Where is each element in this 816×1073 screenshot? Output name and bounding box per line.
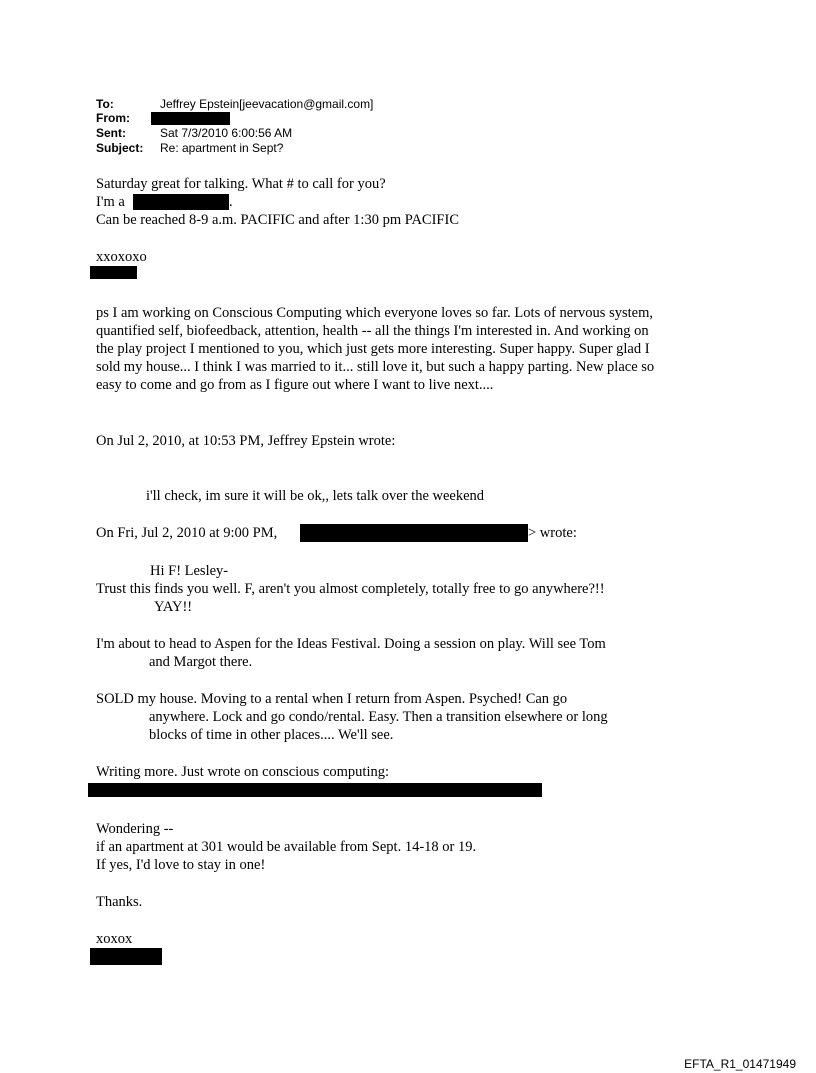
writing-line: Writing more. Just wrote on conscious computing: bbox=[96, 764, 390, 780]
redaction-phone bbox=[133, 194, 229, 210]
body-line-2-suffix: . bbox=[229, 194, 233, 210]
redaction-link bbox=[88, 783, 542, 797]
apartment-line: if an apartment at 301 would be available from Sept. 14-18 or 19. bbox=[96, 839, 477, 855]
aspen-line-1: I'm about to head to Aspen for the Ideas Festival. Doing a session on play. Will see Tom bbox=[96, 636, 606, 652]
ps-line-5: easy to come and go from as I figure out where I want to live next.... bbox=[96, 377, 494, 393]
thanks-line: Thanks. bbox=[96, 894, 143, 910]
redaction-from bbox=[151, 112, 230, 125]
body-line-2-prefix: I'm a bbox=[96, 194, 125, 210]
yay-line: YAY!! bbox=[154, 599, 193, 615]
subject-label: Subject: bbox=[96, 141, 144, 155]
aspen-line-2: and Margot there. bbox=[149, 654, 253, 670]
redaction-sender bbox=[300, 524, 528, 542]
from-label: From: bbox=[96, 111, 130, 125]
to-label: To: bbox=[96, 97, 114, 111]
trust-line: Trust this finds you well. F, aren't you almost completely, totally free to go anywhere?!! bbox=[96, 581, 605, 597]
ps-line-1: ps I am working on Conscious Computing which everyone loves so far. Lots of nervous system, bbox=[96, 305, 653, 321]
wondering-line: Wondering -- bbox=[96, 821, 174, 837]
if-yes-line: If yes, I'd love to stay in one! bbox=[96, 857, 266, 873]
body-line-3: Can be reached 8-9 a.m. PACIFIC and after 1:30 pm PACIFIC bbox=[96, 212, 459, 228]
signoff-1: xxoxoxo bbox=[96, 249, 147, 265]
sold-line-1: SOLD my house. Moving to a rental when I return from Aspen. Psyched! Can go bbox=[96, 691, 568, 707]
sent-value: Sat 7/3/2010 6:00:56 AM bbox=[160, 126, 293, 140]
sold-line-2: anywhere. Lock and go condo/rental. Easy. Then a transition elsewhere or long bbox=[149, 709, 608, 725]
redaction-signature-2 bbox=[90, 948, 162, 965]
greeting: Hi F! Lesley- bbox=[150, 563, 229, 579]
redaction-signature-1 bbox=[90, 266, 137, 279]
ps-line-3: the play project I mentioned to you, which just gets more interesting. Super happy. Super glad I bbox=[96, 341, 650, 357]
sold-line-3: blocks of time in other places.... We'll see. bbox=[149, 727, 394, 743]
subject-value: Re: apartment in Sept? bbox=[160, 141, 284, 155]
quote-2-header-prefix: On Fri, Jul 2, 2010 at 9:00 PM, bbox=[96, 525, 278, 541]
signoff-2: xoxox bbox=[96, 931, 133, 947]
ps-line-4: sold my house... I think I was married to it... still love it, but such a happy parting. New place so bbox=[96, 359, 655, 375]
body-line-1: Saturday great for talking. What # to call for you? bbox=[96, 176, 386, 192]
quote-1-header: On Jul 2, 2010, at 10:53 PM, Jeffrey Epstein wrote: bbox=[96, 433, 396, 449]
to-value: Jeffrey Epstein[jeevacation@gmail.com] bbox=[160, 97, 374, 111]
sent-label: Sent: bbox=[96, 126, 126, 140]
quote-2-header-suffix: > wrote: bbox=[528, 525, 577, 541]
document-id: EFTA_R1_01471949 bbox=[684, 1057, 796, 1071]
ps-line-2: quantified self, biofeedback, attention, health -- all the things I'm interested in. And working on bbox=[96, 323, 649, 339]
quote-1-text: i'll check, im sure it will be ok,, lets talk over the weekend bbox=[146, 488, 485, 504]
